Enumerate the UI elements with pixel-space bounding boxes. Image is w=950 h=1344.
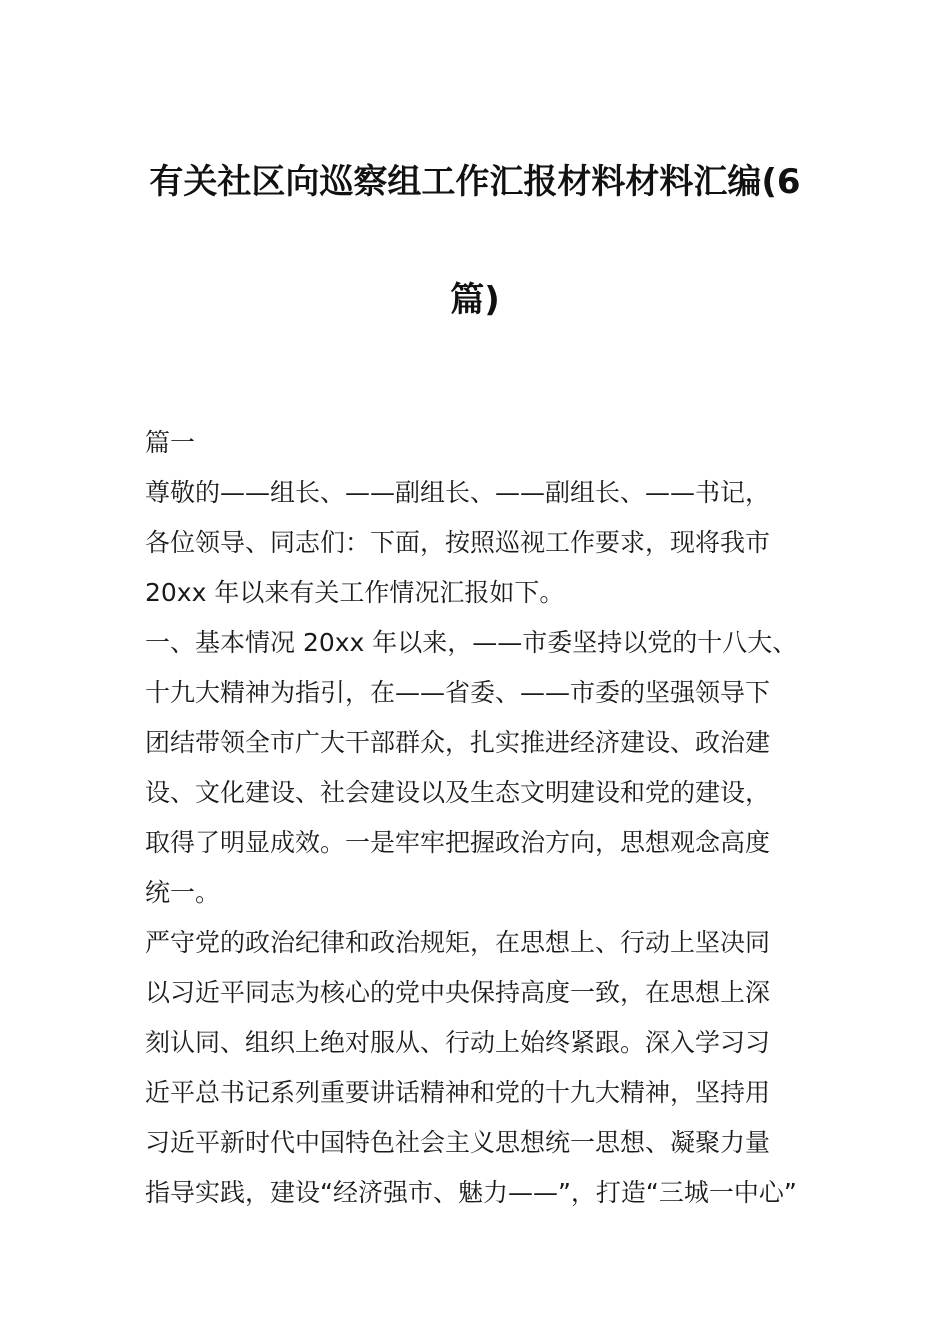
document-title-line-2: 篇) — [450, 280, 500, 320]
body-line: 近平总书记系列重要讲话精神和党的十九大精神，坚持用 — [145, 1078, 771, 1107]
body-line: 刻认同、组织上绝对服从、行动上始终紧跟。深入学习习 — [145, 1028, 771, 1057]
body-line: 以习近平同志为核心的党中央保持高度一致，在思想上深 — [145, 978, 771, 1007]
body-line: 各位领导、同志们：下面，按照巡视工作要求，现将我市 — [145, 528, 771, 557]
body-line: 习近平新时代中国特色社会主义思想统一思想、凝聚力量 — [145, 1128, 771, 1157]
body-line: 取得了明显成效。一是牢牢把握政治方向，思想观念高度 — [145, 828, 771, 857]
body-line: 一、基本情况 20xx 年以来，——市委坚持以党的十八大、 — [145, 628, 798, 657]
body-line: 设、文化建设、社会建设以及生态文明建设和党的建设， — [145, 778, 771, 807]
document-title-line-1: 有关社区向巡察组工作汇报材料材料汇编(6 — [149, 162, 801, 202]
body-line: 尊敬的——组长、——副组长、——副组长、——书记， — [145, 478, 771, 507]
document-body — [145, 418, 810, 1218]
body-line: 团结带领全市广大干部群众，扎实推进经济建设、政治建 — [145, 728, 771, 757]
body-line: 篇一 — [145, 428, 196, 457]
body-line: 指导实践，建设“经济强市、魅力——”，打造“三城一中心” — [145, 1178, 797, 1207]
body-line: 严守党的政治纪律和政治规矩，在思想上、行动上坚决同 — [145, 928, 771, 957]
body-line: 统一。 — [145, 878, 221, 907]
body-line: 20xx 年以来有关工作情况汇报如下。 — [145, 578, 565, 607]
body-line: 十九大精神为指引，在——省委、——市委的坚强领导下 — [145, 678, 771, 707]
